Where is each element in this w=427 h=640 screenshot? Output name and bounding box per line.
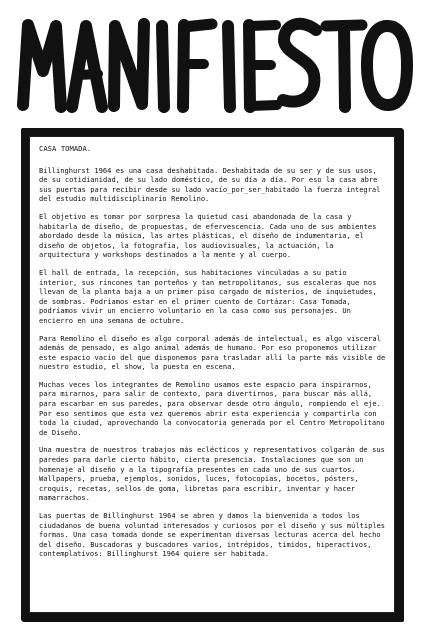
manifesto-frame (21, 128, 403, 621)
manifesto-paragraph-4: Para Remolino el diseño es algo corporal además de intelectual, es algo visceral además de pensado, es algo animal además de humano. Por eso proponemos utilizar este espacio vacío del que disponemos para trasladar allí la parte más visible de nuestro estudio, el show, la puesta en escena. (39, 333, 386, 372)
title-wordmark (14, 8, 413, 116)
manifesto-paragraph-5: Muchas veces los integrantes de Remolino usamos este espacio para inspirarnos, para mirarnos, para salir de contexto, para divertirnos, para buscar más allá, para escarbar en sus paredes, para observar desde otro ángulo, rompiendo el eje. Por eso sentimos que esta vez queremos abrir esta experiencia y compartirla con toda la ciudad, aprovechando la convocatoria generada por el Centro Metropolitano de Diseño. (39, 379, 385, 437)
manifesto-paragraph-3: El hall de entrada, la recepción, sus habitaciones vinculadas a su patio interior, sus rincones tan porteños y tan metropolitanos, sus escaleras que nos llevan de la planta baja a un primer piso cargado de misterios, de inquietudes, de sombras. Podríamos estar en el primer cuento de Cortázar: Casa Tomada, podríamos vivir un encierro voluntario en la casa como sus personajes. Un encierro en una semana de octubre. (39, 267, 377, 325)
manifesto-paragraph-7: Las puertas de Billinghurst 1964 se abren y damos la bienvenida a todos los ciudadanos de buena voluntad interesados y curiosos por el diseño y sus múltiples formas. Una casa tomada donde se experimentan diversas lecturas acerca del hecho del diseño. Buscadoras y buscadores varios, intrépidos, tímidos, hiperactivos, contemplativos: Billinghurst 1964 quiere ser habitada. (39, 511, 386, 559)
manifesto-text-area (39, 144, 387, 605)
manifesto-paragraph-2: El objetivo es tomar por sorpresa la quietud casi abandonada de la casa y habitarla de diseño, de propuestas, de efervescencia. Cada uno de sus ambientes abordado desde la música, las artes plásticas, el diseño de indumentaria, el diseño de objetos, la fotografía, los audiovisuales, la actuación, la arquitectura y workshops destinados a la mente y al cuerpo. (39, 211, 377, 260)
manifesto-paragraph-1: Billinghurst 1964 es una casa deshabitada. Deshabitada de su ser y de sus usos, de su cotidianidad, de su lado doméstico, de su día a día. Por eso la casa abre sus puertas para recibir desde su lado vacío_por_ser_habitado la fuerza integral del estudio multidisciplinario Remolino. (39, 165, 381, 204)
document-heading: CASA TOMADA. (39, 144, 92, 153)
hand-painted-title-graphic (14, 8, 413, 116)
manifesto-paragraph-6: Una muestra de nuestros trabajos más eclécticos y representativos colgarán de sus paredes para darle cierto hábito, cierta presencia. Instalaciones que son un homenaje al diseño y a la tipografía presentes en cada uno de sus cuartos. Wallpapers, prueba, ejemplos, sonidos, luces, fotocopias, bocetos, pósters, croquis, recetas, sellos de goma, libretas para escribir, inventar y hacer mamarrachos. (39, 445, 385, 503)
